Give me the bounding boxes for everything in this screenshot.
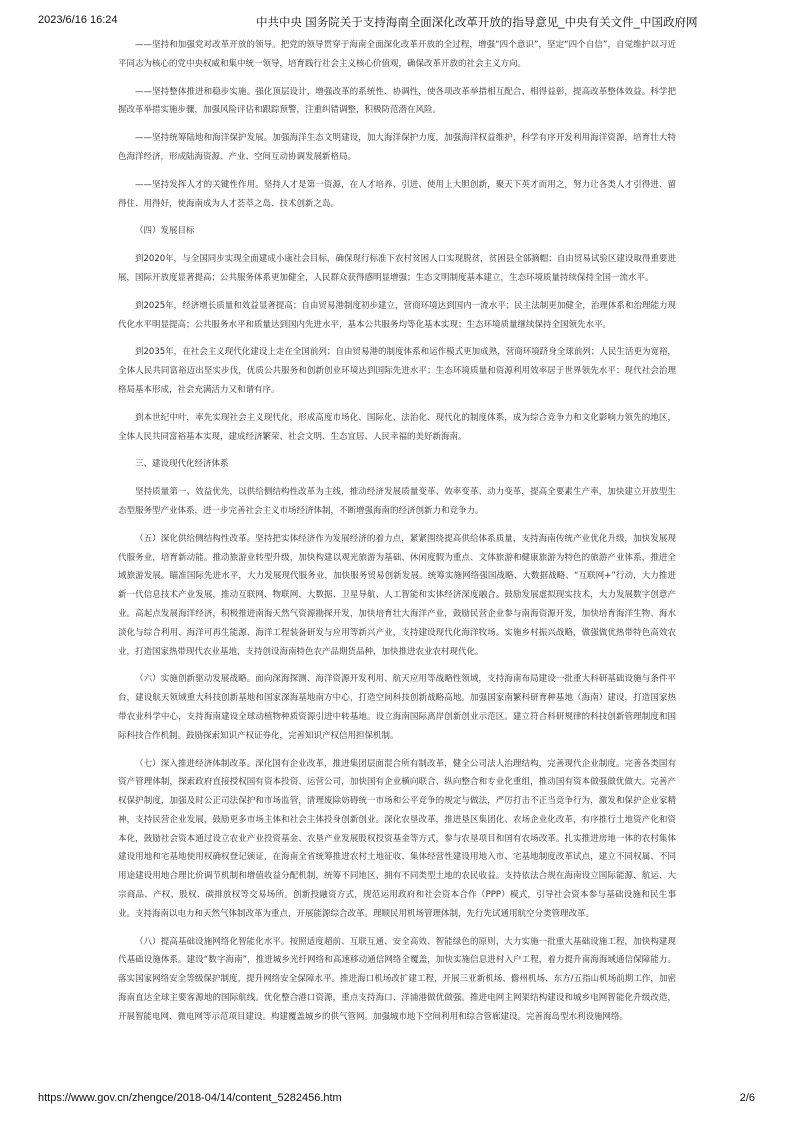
page-url[interactable]: https://www.gov.cn/zhengce/2018-04/14/content_5282456.htm: [38, 1092, 342, 1104]
print-header: [38, 14, 755, 30]
goal-paragraph-2020: 到2020年，与全国同步实现全面建成小康社会目标，确保现行标准下农村贫困人口实现脱贫，贫困县全部摘帽；自由贸易试验区建设取得重要进展，国际开放度显著提高；公共服务体系更加健全，人民群众获得感明显增强；生态文明制度基本建立，生态环境质量持续保持全国一流水平。: [118, 254, 676, 283]
section-paragraph-7: （七）深入推进经济体制改革。深化国有企业改革，推进集团层面混合所有制改革，健全公司法人治理结构，完善现代企业制度。完善各类国有资产管理体制，探索政府直接授权国有资本投资、运营公司，加快国有企业横向联合、纵向整合和专业化重组，推动国有资本做强做优做大。完善产权保护制度，加强及时公正司法保护和市场监管，清理废除妨碍统一市场和公平竞争的规定与做法，严厉打击不正当竞争行为，激发和保护企业家精神，支持民营企业发展，鼓励更多市场主体和社会主体投身创新创业。深化农垦改革，推进垦区集团化、农场企业化改革，有序推行土地资产化和资本化，鼓励社会资本通过设立农业产业投资基金、农垦产业发展股权投资基金等方式，参与农垦项目和国有农场改革。扎实推进房地一体的农村集体建设用地和宅基地使用权确权登记颁证，在海南全省统筹推进农村土地征收、集体经营性建设用地入市、宅基地制度改革试点，建立不同权属、不同用途建设用地合理比价调节机制和增值收益分配机制，统筹不同地区、拥有不同类型土地的农民收益。支持依法合规在海南设立国际能源、航运、大宗商品、产权、股权、碳排放权等交易场所。创新投融资方式，规范运用政府和社会资本合作（PPP）模式，引导社会资本参与基础设施和民生事业。支持海南以电力和天然气体制改革为重点，开展能源综合改革。理顺民用机场管理体制，先行先试通用航空分类管理改革。: [118, 758, 676, 919]
print-footer: [38, 1092, 755, 1108]
article-body: [118, 36, 676, 1036]
intro-paragraph: 坚持质量第一、效益优先，以供给侧结构性改革为主线，推动经济发展质量变革、效率变革、动力变革，提高全要素生产率，加快建立开放型生态型服务型产业体系，进一步完善社会主义市场经济体制，不断增强海南的经济创新力和竞争力。: [118, 487, 676, 516]
principle-paragraph: ——坚持统筹陆地和海洋保护发展。加强海洋生态文明建设，加大海洋保护力度，加强海洋权益维护，科学有序开发利用海洋资源，培育壮大特色海洋经济，形成陆海资源、产业、空间互动协调发展新格局。: [118, 133, 676, 162]
goal-paragraph-2025: 到2025年，经济增长质量和效益显著提高；自由贸易港制度初步建立，营商环境达到国内一流水平；民主法制更加健全，治理体系和治理能力现代化水平明显提高；公共服务水平和质量达到国内先进水平，基本公共服务均等化基本实现；生态环境质量继续保持全国领先水平。: [118, 300, 676, 330]
goal-paragraph-mid-century: 到本世纪中叶，率先实现社会主义现代化，形成高度市场化、国际化、法治化、现代化的制度体系，成为综合竞争力和文化影响力领先的地区，全体人民共同富裕基本实现，建成经济繁荣、社会文明、生态宜居、人民幸福的美好新海南。: [118, 412, 676, 442]
section-paragraph-5: （五）深化供给侧结构性改革。坚持把实体经济作为发展经济的着力点，紧紧围绕提高供给体系质量，支持海南传统产业优化升级，加快发展现代服务业，培育新动能。推动旅游业转型升级，加快构建以观光旅游为基础、休闲度假为重点、文体旅游和健康旅游为特色的旅游产业体系，推进全域旅游发展。瞄准国际先进水平，大力发展现代服务业，加快服务贸易创新发展。统筹实施网络强国战略、大数据战略、“互联网+”行动，大力推进新一代信息技术产业发展，推动互联网、物联网、大数据、卫星导航、人工智能和实体经济深度融合。鼓励发展虚拟现实技术，大力发展数字创意产业。高起点发展海洋经济，积极推进南海天然气资源勘探开发，加快培育壮大海洋产业，鼓励民营企业参与南海资源开发，加快培育海洋生物、海水淡化与综合利用、海洋可再生能源、海洋工程装备研发与应用等新兴产业，支持建设现代化海洋牧场。实施乡村振兴战略，做强做优热带特色高效农业，打造国家热带现代农业基地，支持创设海南特色农产品期货品种，加快推进农业农村现代化。: [118, 533, 676, 657]
section-heading-economy: 三、建设现代化经济体系: [135, 459, 229, 470]
section-paragraph-8: （八）提高基础设施网络化智能化水平。按照适度超前、互联互通、安全高效、智能绿色的原则，大力实施一批重大基础设施工程，加快构建现代基础设施体系。建设“数字海南”，推进城乡光纤网络和高速移动通信网络全覆盖，加快实施信息进村入户工程，着力提升南海海域通信保障能力。落实国家网络安全等级保护制度，提升网络安全保障水平。推进海口机场改扩建工程，开展三亚新机场、儋州机场、东方/五指山机场前期工作，加密海南直达全球主要客源地的国际航线。优化整合港口资源，重点支持海口、洋浦港做优做强。推进电网主网架结构建设和城乡电网智能化升级改造，开展智能电网、微电网等示范项目建设。构建覆盖城乡的供气管网。加强城市地下空间利用和综合管廊建设。完善海岛型水利设施网络。: [118, 936, 676, 1022]
principle-paragraph: ——坚持发挥人才的关键性作用。坚持人才是第一资源，在人才培养、引进、使用上大胆创新，聚天下英才而用之，努力让各类人才引得进、留得住、用得好，使海南成为人才荟萃之岛、技术创新之岛。: [118, 179, 676, 209]
print-datetime: 2023/6/16 16:24: [38, 14, 118, 26]
document-title: 中共中央 国务院关于支持海南全面深化改革开放的指导意见_中央有关文件_中国政府网: [256, 17, 698, 29]
principle-paragraph: ——坚持整体推进和稳步实施。强化顶层设计，增强改革的系统性、协调性，使各项改革举措相互配合、相得益彰，提高改革整体效益。科学把握改革举措实施步骤，加强风险评估和跟踪预警，注重纠错调整，积极防范潜在风险。: [118, 86, 676, 116]
page-number: 2/6: [739, 1092, 755, 1104]
principle-paragraph: ——坚持和加强党对改革开放的领导。把党的领导贯穿于海南全面深化改革开放的全过程，增强“四个意识”，坚定“四个自信”，自觉维护以习近平同志为核心的党中央权威和集中统一领导，培育践行社会主义核心价值观，确保改革开放的社会主义方向。: [118, 40, 676, 69]
section-paragraph-6: （六）实施创新驱动发展战略。面向深海探测、海洋资源开发利用、航天应用等战略性领域，支持海南布局建设一批重大科研基础设施与条件平台，建设航天领域重大科技创新基地和国家深海基地南方中心，打造空间科技创新战略高地。加强国家南繁科研育种基地（海南）建设，打造国家热带农业科学中心，支持海南建设全球动植物种质资源引进中转基地。设立海南国际离岸创新创业示范区。建立符合科研规律的科技创新管理制度和国际科技合作机制。鼓励探索知识产权证券化，完善知识产权信用担保机制。: [118, 674, 676, 741]
goal-paragraph-2035: 到2035年，在社会主义现代化建设上走在全国前列；自由贸易港的制度体系和运作模式更加成熟，营商环境跻身全球前列；人民生活更为宽裕，全体人民共同富裕迈出坚实步伐，优质公共服务和创新创业环境达到国际先进水平；生态环境质量和资源利用效率居于世界领先水平；现代社会治理格局基本形成，社会充满活力又和谐有序。: [118, 347, 676, 395]
section-heading-goals: （四）发展目标: [135, 226, 195, 237]
